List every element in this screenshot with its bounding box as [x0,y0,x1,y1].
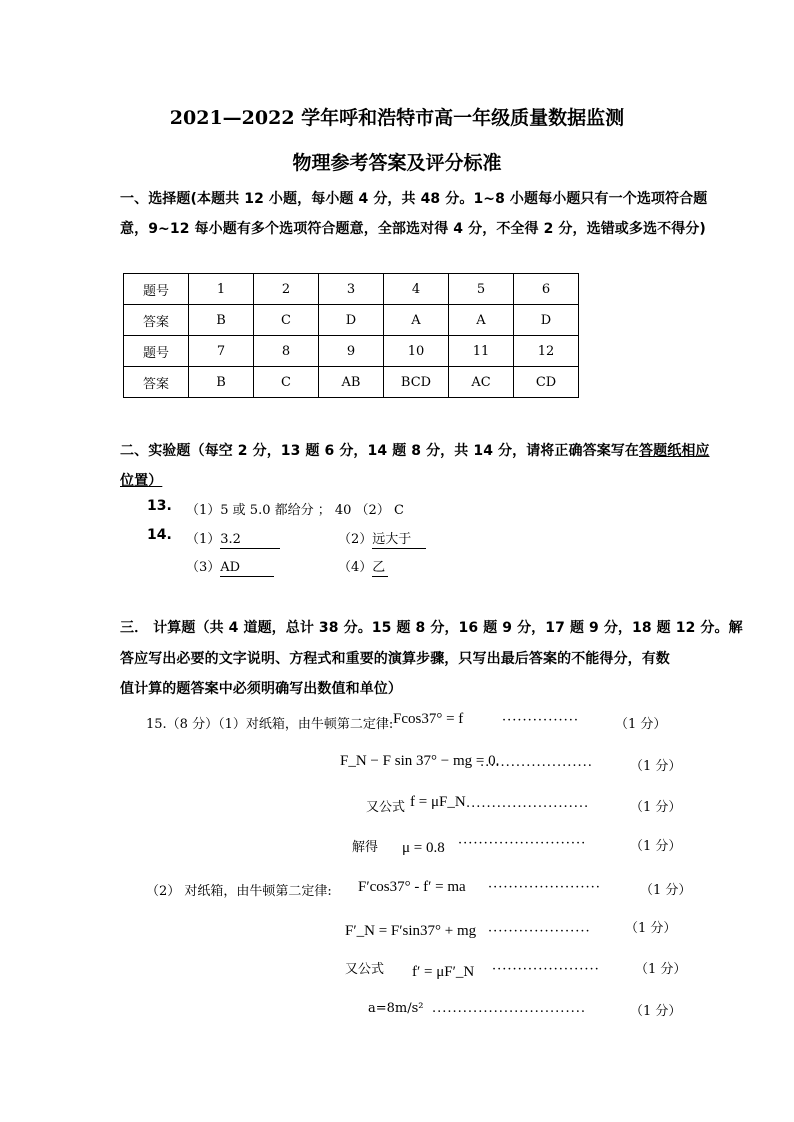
table-cell: 9 [319,336,384,367]
q14-part2-value: 远大于 [372,532,426,549]
table-row [124,274,579,305]
table-cell: C [254,367,319,398]
table-cell: A [384,305,449,336]
q14-part2-label: （2） [338,532,373,547]
section2-heading-line2: 位置） [120,473,163,489]
table-cell: 12 [514,336,579,367]
table-cell: 题号 [124,274,189,305]
q14-part4-value: 乙 [372,560,388,577]
section2-heading-text: 二、实验题（每空 2 分，13 题 6 分，14 题 8 分，共 14 分，请将正确答案写在 [120,443,640,459]
q15-intro: 15.（8 分）（1）对纸箱，由牛顿第二定律: [146,717,394,732]
q15-eq3-dots: ........................ [466,796,590,811]
section2-heading-underlined: 答题纸相应 [639,443,710,459]
q13-number: 13. [147,498,172,514]
table-cell: D [514,305,579,336]
table-cell: B [189,305,254,336]
q15-eq4-dots: ························· [458,836,587,851]
q15-eq8-dots: .............................. [432,1001,586,1016]
q15-eq2-point: （1 分） [630,759,682,774]
q14-part4-label: （4） [338,560,373,575]
q15-eq2-dots: ...................... [480,755,593,770]
q15-eq5-dots: ······················ [488,880,601,895]
q15-eq7-label: 又公式 [345,962,385,977]
table-cell: 1 [189,274,254,305]
answer-table [123,273,579,398]
table-cell: AB [319,367,384,398]
table-cell: 8 [254,336,319,367]
section3-heading-line3: 值计算的题答案中必须明确写出数值和单位） [120,681,402,697]
q15-eq7: f′ = μF′_N [412,964,475,980]
table-cell: 7 [189,336,254,367]
page-subtitle: 物理参考答案及评分标准 [292,152,502,174]
q14-part3-value: AD [220,560,274,577]
table-row [124,305,579,336]
q15-eq7-point: （1 分） [635,962,687,977]
q15-eq8-point: （1 分） [630,1004,682,1019]
q15-eq1-dots: ··············· [502,713,579,728]
table-cell: 6 [514,274,579,305]
q15-eq5: F′cos37° - f′ = ma [358,879,466,895]
q14-part2 [338,528,426,549]
q14-part4 [338,556,388,577]
table-cell: 5 [449,274,514,305]
table-cell: 4 [384,274,449,305]
q15-eq2: F_N − F sin 37° − mg = 0. [340,753,500,769]
table-row [124,367,579,398]
table-row [124,336,579,367]
section3-heading-line1: 三． 计算题（共 4 道题，总计 38 分。15 题 8 分，16 题 9 分，17 题 9 分，18 题 12 分。解 [120,620,743,636]
q14-part3 [186,556,274,577]
section1-heading-line2: 意，9~12 每小题有多个选项符合题意，全部选对得 4 分，不全得 2 分，选错或多选不得分) [120,221,706,237]
table-cell: 2 [254,274,319,305]
q15-part2-intro: （2） 对纸箱，由牛顿第二定律: [146,884,332,899]
section3-heading-line2: 答应写出必要的文字说明、方程式和重要的演算步骤，只写出最后答案的不能得分，有数 [120,651,670,667]
table-cell: 10 [384,336,449,367]
table-cell: B [189,367,254,398]
q15-eq7-dots: ····················· [492,962,600,977]
q14-part1-value: 3.2 [220,532,280,549]
q15-eq8: a=8m/s² [368,1001,424,1016]
section1-heading-line1: 一、选择题(本题共 12 小题，每小题 4 分，共 48 分。1~8 小题每小题只有一个选项符合题 [120,191,708,207]
q15-eq5-point: （1 分） [640,883,692,898]
table-cell: 答案 [124,305,189,336]
table-cell: CD [514,367,579,398]
q15-eq6-point: （1 分） [625,921,677,936]
q14-number: 14. [147,527,172,543]
q14-part1-label: （1） [186,532,221,547]
q15-eq6: F′_N = F′sin37° + mg [345,923,477,939]
table-cell: BCD [384,367,449,398]
page-title: 2021—2022 学年呼和浩特市高一年级质量数据监测 [169,107,625,129]
q15-eq1: Fcos37° = f [393,711,464,727]
q14-part1 [186,528,280,549]
q15-eq3-point: （1 分） [630,800,682,815]
table-cell: C [254,305,319,336]
q15-eq1-point: （1 分） [615,717,667,732]
table-cell: AC [449,367,514,398]
table-cell: A [449,305,514,336]
section2-heading-line1 [120,440,710,460]
q15-eq4-label: 解得 [352,840,379,855]
q13-answer: （1）5 或 5.0 都给分 ； 40 （2） C [186,503,404,518]
q15-eq3-label: 又公式 [366,800,406,815]
table-cell: 题号 [124,336,189,367]
table-cell: 11 [449,336,514,367]
q14-part3-label: （3） [186,560,221,575]
table-cell: D [319,305,384,336]
q15-eq3: f = μF_N [410,794,466,810]
table-cell: 答案 [124,367,189,398]
table-cell: 3 [319,274,384,305]
q15-eq6-dots: ···················· [488,924,591,939]
q15-eq4-point: （1 分） [630,839,682,854]
q15-eq4: μ = 0.8 [402,840,445,856]
